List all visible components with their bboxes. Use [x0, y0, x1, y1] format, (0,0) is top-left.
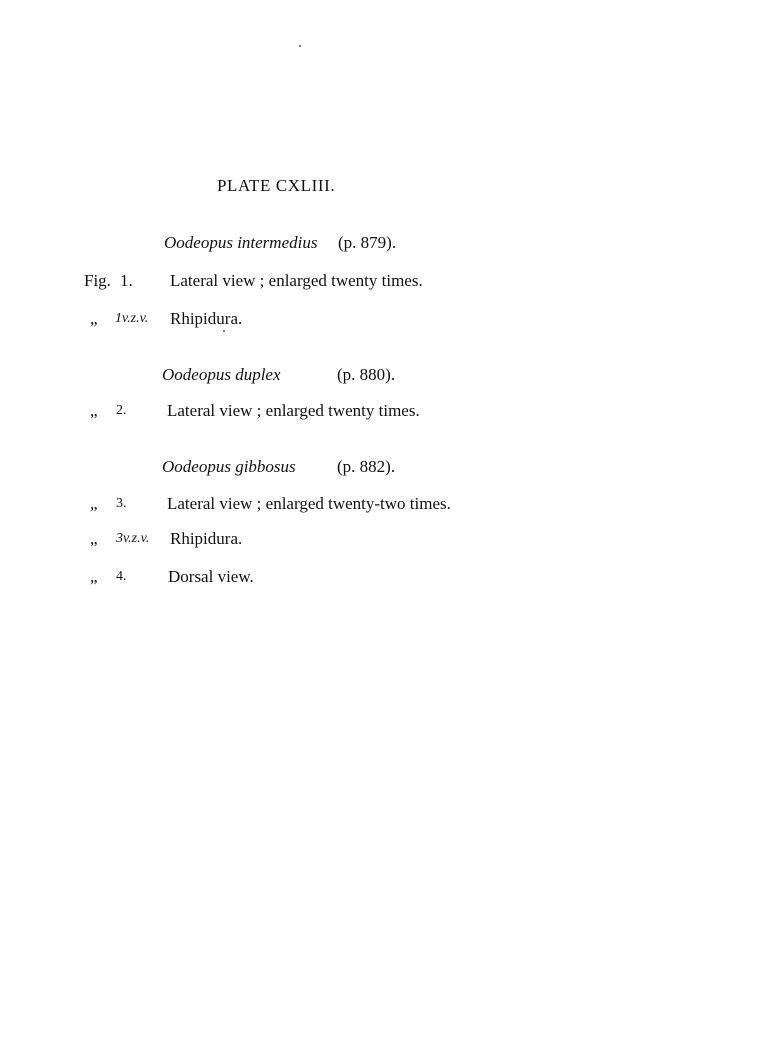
figure-description: Lateral view ; enlarged twenty-two times.	[167, 494, 451, 513]
plate-title: PLATE CXLIII.	[217, 176, 336, 195]
figure-number: 3.	[116, 496, 127, 511]
ditto-mark: „	[90, 401, 98, 420]
figure-description: Lateral view ; enlarged twenty times.	[170, 271, 423, 290]
figure-number: 4.	[116, 569, 127, 584]
figure-number: 2.	[116, 403, 127, 418]
species-heading-gibbosus	[162, 457, 396, 477]
ditto-mark: „	[90, 494, 98, 513]
page-reference: (p. 879).	[338, 233, 397, 252]
ditto-mark: „	[90, 567, 98, 586]
figure-number: 1v.z.v.	[115, 311, 149, 326]
figure-description: Rhipidura.	[170, 529, 243, 548]
page-reference: (p. 882).	[337, 457, 396, 476]
figure-number: 3v.z.v.	[116, 531, 150, 546]
figure-description: Lateral view ; enlarged twenty times.	[167, 401, 420, 420]
page-reference: (p. 880).	[337, 365, 396, 384]
figure-label: Fig.	[84, 271, 111, 290]
figure-description: Rhipidura.	[170, 309, 243, 328]
figure-number: 1.	[120, 271, 133, 290]
species-name: Oodeopus intermedius	[164, 233, 318, 252]
ditto-mark: „	[90, 529, 98, 548]
ink-speck	[223, 330, 225, 332]
species-name: Oodeopus gibbosus	[162, 457, 296, 476]
species-heading-duplex	[162, 365, 396, 385]
figure-description: Dorsal view.	[168, 567, 254, 586]
ditto-mark: „	[90, 309, 98, 328]
species-heading-intermedius	[164, 233, 397, 253]
species-name: Oodeopus duplex	[162, 365, 281, 384]
ink-speck	[299, 45, 301, 47]
